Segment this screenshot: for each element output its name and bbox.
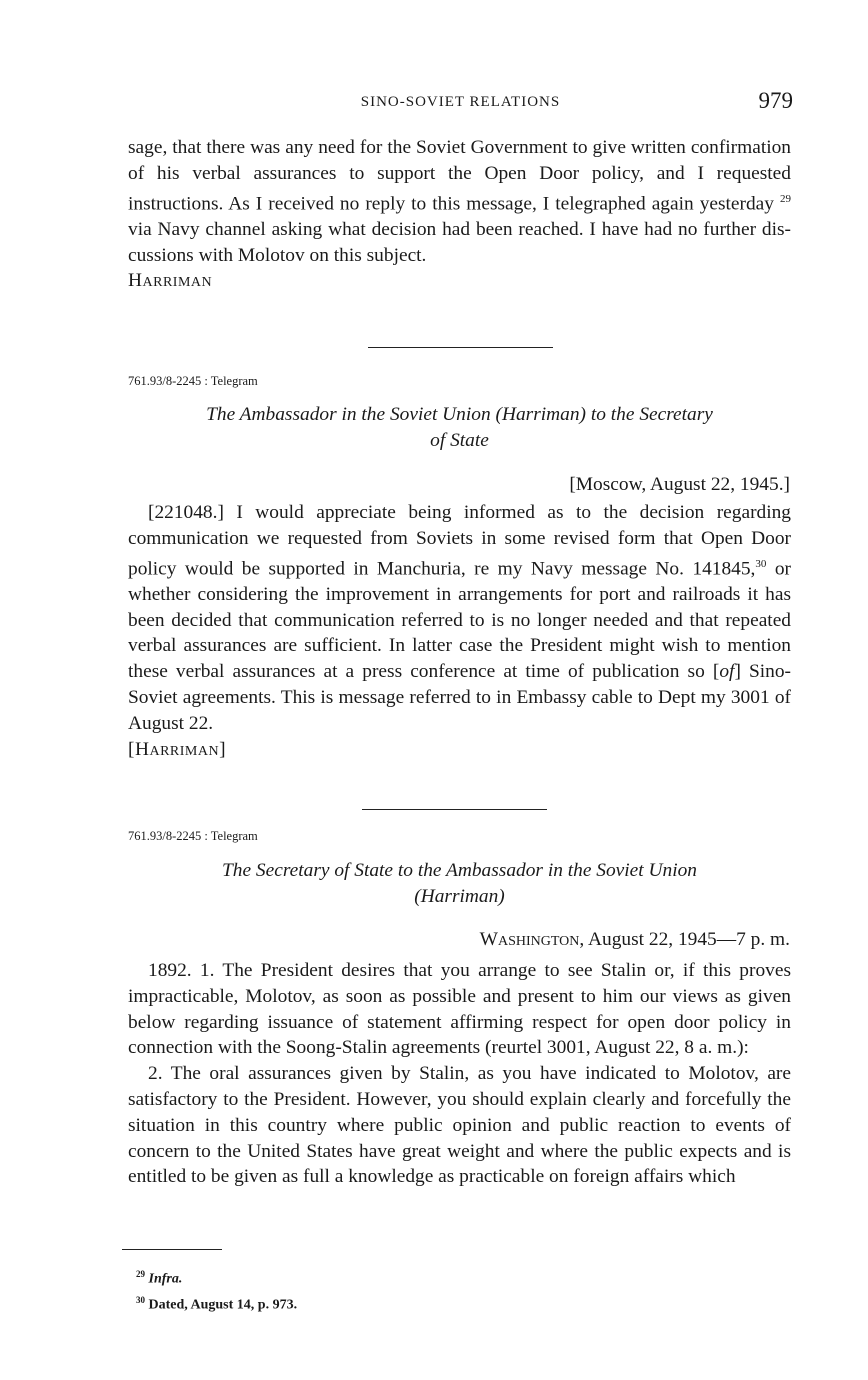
- section-divider: [362, 809, 547, 810]
- telegram-body: [128, 500, 791, 762]
- document-title: The Ambassador in the Soviet Union (Harriman) to the Secretary of State: [206, 404, 713, 451]
- footnotes: [136, 1264, 297, 1315]
- continuation-paragraph: [128, 135, 791, 294]
- footnote-ref-30: 30: [755, 557, 767, 570]
- footnote-divider: [122, 1249, 222, 1250]
- file-reference: 761.93/8-2245 : Telegram: [128, 829, 258, 843]
- signature-harriman-bracketed: [Harriman]: [128, 738, 227, 760]
- running-title: SINO-SOVIET RELATIONS: [360, 94, 561, 110]
- footnote-29: $^{29}$ Infra.: [136, 1269, 183, 1287]
- running-head: [128, 88, 793, 122]
- page-number: 979: [758, 88, 793, 113]
- footnote-30: $^{30}$ Dated, August 14, p. 973.: [136, 1294, 298, 1313]
- title-name: Harriman: [501, 404, 580, 425]
- telegram-paragraph-1: 1892. 1. The President desires that you arrange to see Stalin or, if this proves impracticable, Molotov, as soon as possible and present to him our views as given below regarding issuance of statement affirming respect for open door policy in connection with the Soong-Stalin agreements (reurtel 3001, August 22, 8 a. m.):: [128, 960, 791, 1059]
- dateline: [Moscow, August 22, 1945.]: [569, 474, 790, 495]
- telegram-paragraph-2: 2. The oral assurances given by Stalin, as you have indicated to Molotov, are satisfactory to the President. However, you should explain clearly and forcefully the situation in this country where public opinion and public reaction to events of concern to the United States have great weight and where the public expects and is entitled to be given as full a knowledge as practicable on foreign affairs which: [128, 1063, 791, 1188]
- telegram-body: [128, 958, 791, 1190]
- continuation-text: sage, that there was any need for the Soviet Government to give written confirmation of his verbal assurances to support the Open Door policy, and I requested instructions. As I received no reply to this message, I telegraphed again yesterday $^{29}$ via Navy channel asking what decision had been reached. I have had no further dis-cussions with Molotov on this subject.: [128, 137, 791, 266]
- section-divider: [368, 347, 553, 348]
- footnote-ref-29: 29: [780, 192, 791, 205]
- file-reference: 761.93/8-2245 : Telegram: [128, 374, 258, 388]
- telegram-paragraph: [221048.] I would appreciate being informed as to the decision regarding communication we requested from Soviets in some revised form that Open Door policy would be supported in Manchuria, re my Navy message No. 141845,30 or whether considering the improvement in arrangements for port and railroads it has been decided that communication referred to is no longer needed and that repeated verbal assurances are sufficient. In latter case the President might wish to mention these verbal assurances at a press conference at time of publication so [of] Sino-Soviet agreements. This is message referred to in Embassy cable to Dept my 3001 of August 22.: [128, 502, 792, 734]
- document-title: The Secretary of State to the Ambassador in the Soviet Union (Harriman): [221, 860, 697, 907]
- dateline: Washington, August 22, 1945—7 p. m.: [479, 929, 790, 950]
- signature-harriman: Harriman: [128, 270, 213, 292]
